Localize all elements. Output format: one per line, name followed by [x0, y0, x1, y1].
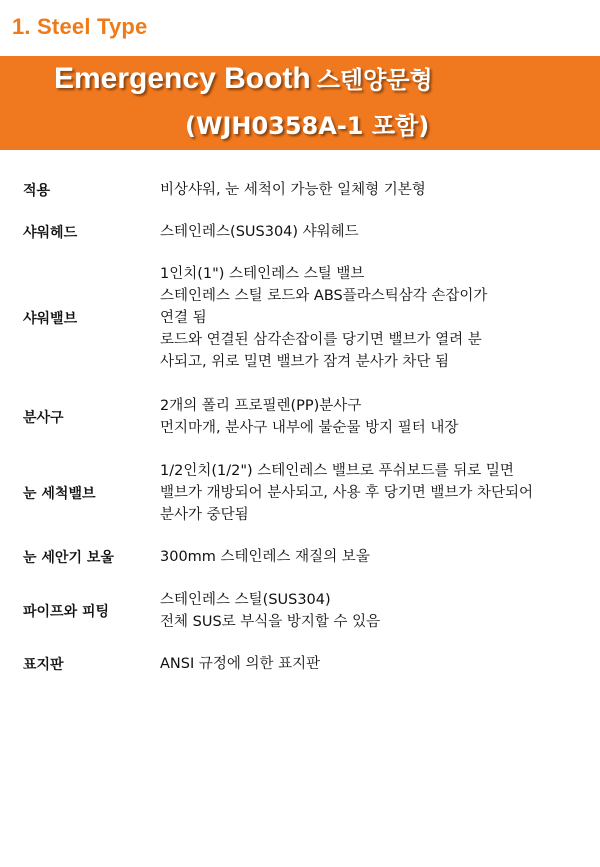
banner-title-korean: 스텐양문형	[316, 66, 433, 94]
spec-value-line: 스테인레스(SUS304) 샤워헤드	[160, 224, 359, 240]
spec-row	[0, 170, 600, 210]
spec-value-line: 스테인레스 스틸 로드와 ABS플라스틱삼각 손잡이가	[160, 288, 488, 304]
spec-value	[160, 179, 600, 201]
spec-value-line: 연결 됨	[160, 310, 207, 326]
spec-value-line: 1인치(1") 스테인레스 스틸 밸브	[160, 266, 365, 282]
spec-row	[0, 534, 600, 580]
spec-value	[160, 653, 600, 675]
spec-value-line: 비상샤워, 눈 세척이 가능한 일체형 기본형	[160, 182, 426, 198]
spec-label: 표지판	[23, 657, 64, 673]
spec-value-line: 1/2인치(1/2") 스테인레스 밸브로 푸쉬보드를 뒤로 밀면	[160, 463, 514, 479]
spec-value	[160, 263, 600, 373]
spec-value-line: 분사가 중단됨	[160, 507, 249, 523]
spec-value	[160, 221, 600, 243]
spec-value-line: 300mm 스테인레스 재질의 보울	[160, 549, 370, 565]
spec-table	[0, 170, 600, 686]
spec-value-line: 밸브가 개방되어 분사되고, 사용 후 당기면 밸브가 차단되어	[160, 485, 534, 501]
section-title: 1. Steel Type	[12, 14, 148, 39]
spec-label: 분사구	[23, 410, 64, 426]
spec-value-line: 사되고, 위로 밀면 밸브가 잠겨 분사가 차단 됨	[160, 354, 449, 370]
spec-value-line: 전체 SUS로 부식을 방지할 수 있음	[160, 614, 381, 630]
product-banner	[0, 56, 600, 150]
spec-value	[160, 460, 600, 526]
spec-value-line: 로드와 연결된 삼각손잡이를 당기면 밸브가 열려 분	[160, 332, 482, 348]
banner-subtitle: (WJH0358A-1 포함)	[185, 112, 430, 140]
spec-label: 파이프와 피팅	[23, 604, 110, 620]
spec-value-line: 스테인레스 스틸(SUS304)	[160, 592, 331, 608]
spec-value-line: ANSI 규정에 의한 표지판	[160, 656, 321, 672]
spec-row	[0, 210, 600, 254]
banner-title-line	[54, 60, 433, 96]
banner-title: Emergency Booth	[54, 62, 311, 95]
spec-label: 눈 세척밸브	[23, 486, 96, 502]
spec-label: 적용	[23, 183, 51, 199]
spec-value	[160, 395, 600, 439]
spec-row	[0, 382, 600, 452]
spec-label: 샤워헤드	[23, 225, 78, 241]
spec-value	[160, 589, 600, 633]
spec-label: 샤워밸브	[23, 311, 78, 327]
spec-value-line: 2개의 폴리 프로필렌(PP)분사구	[160, 398, 362, 414]
spec-row	[0, 642, 600, 686]
spec-row	[0, 580, 600, 642]
spec-row	[0, 254, 600, 382]
spec-row	[0, 452, 600, 534]
spec-value	[160, 546, 600, 568]
spec-value-line: 먼지마개, 분사구 내부에 불순물 방지 필터 내장	[160, 420, 459, 436]
spec-label: 눈 세안기 보울	[23, 550, 114, 566]
